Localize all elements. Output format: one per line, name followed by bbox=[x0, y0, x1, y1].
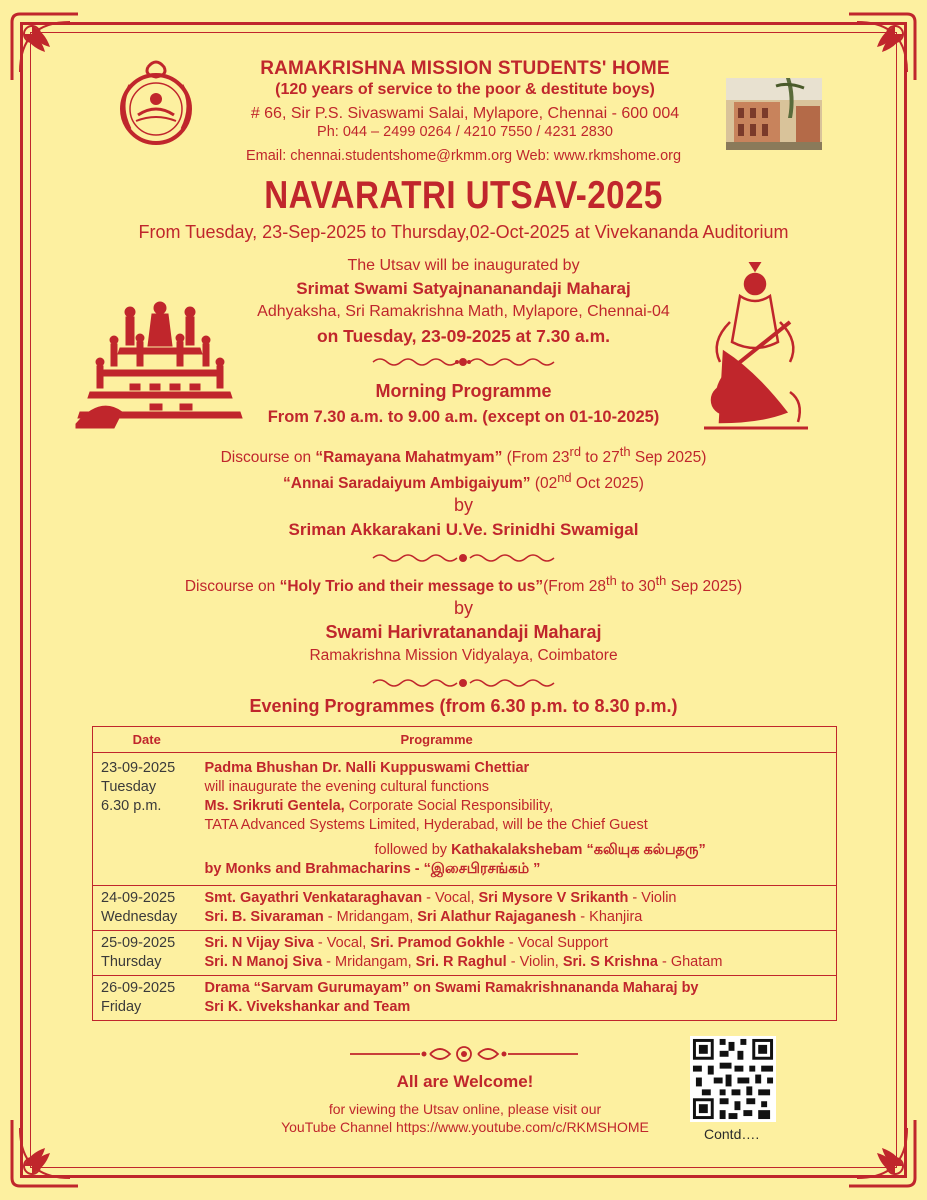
guest-name: Ms. Srikruti Gentela, bbox=[204, 798, 345, 814]
discourse-2-speaker-block bbox=[0, 622, 927, 665]
inauguration-block bbox=[180, 257, 747, 347]
row-time: 6.30 p.m. bbox=[101, 798, 162, 814]
artist-role: - Ghatam bbox=[657, 954, 723, 970]
date-cell bbox=[93, 931, 201, 976]
date-cell bbox=[93, 753, 201, 886]
kathakalakshebam: Kathakalakshebam “கலியுக கல்பதரு” bbox=[451, 842, 706, 858]
artist-role: - Violin, bbox=[506, 954, 563, 970]
column-header-programme: Programme bbox=[201, 727, 837, 753]
discourse-topic-holy-trio: “Holy Trio and their message to us” bbox=[279, 578, 544, 596]
discourse-2-speaker-place: Ramakrishna Mission Vidyalaya, Coimbatore bbox=[309, 647, 618, 664]
table-row bbox=[93, 886, 837, 931]
ornamental-divider-icon bbox=[0, 548, 927, 568]
artist-role: - Mridangam, bbox=[323, 909, 418, 925]
ordinal-suffix: nd bbox=[557, 470, 572, 486]
discourse-range: Sep 2025) bbox=[666, 578, 743, 596]
phone: Ph: 044 – 2499 0264 / 4210 7550 / 4231 2830 bbox=[317, 124, 613, 140]
morning-programme bbox=[180, 381, 747, 427]
table-row bbox=[93, 931, 837, 976]
row-date: 25-09-2025 bbox=[101, 935, 176, 951]
programme-line bbox=[205, 934, 833, 953]
programme-line bbox=[205, 841, 833, 860]
mission-logo-icon bbox=[108, 55, 204, 151]
programme-cell bbox=[201, 753, 837, 886]
programme-line: Drama “Sarvam Gurumayam” on Swami Ramakrishnananda Maharaj by bbox=[204, 980, 699, 996]
row-date: 26-09-2025 bbox=[101, 980, 176, 996]
discourse-topic-ramayana: “Ramayana Mahatmyam” bbox=[315, 449, 503, 467]
row-date: 23-09-2025 bbox=[101, 760, 176, 776]
continued-label: Contd…. bbox=[704, 1126, 760, 1142]
by-label: by bbox=[453, 495, 473, 516]
row-day: Wednesday bbox=[101, 909, 178, 925]
corner-ornament-icon bbox=[847, 12, 917, 82]
row-day: Tuesday bbox=[101, 779, 157, 795]
discourse-2 bbox=[80, 573, 847, 619]
row-day: Friday bbox=[101, 999, 142, 1015]
discourse-range: Sep 2025) bbox=[630, 449, 707, 467]
column-header-date: Date bbox=[93, 727, 201, 753]
discourse-range: Oct 2025) bbox=[571, 475, 644, 493]
programme-line bbox=[205, 908, 833, 927]
artist-role: - Khanjira bbox=[576, 909, 643, 925]
discourse-1-speaker: Sriman Akkarakani U.Ve. Srinidhi Swamigal bbox=[288, 520, 639, 539]
programme-line: Sri K. Vivekshankar and Team bbox=[204, 999, 411, 1015]
ornamental-divider-icon bbox=[0, 673, 927, 693]
event-dates: From Tuesday, 23-Sep-2025 to Thursday,02-Oct-2025 at Vivekananda Auditorium bbox=[138, 222, 789, 242]
page-title: NAVARATRI UTSAV-2025 bbox=[264, 174, 663, 217]
discourse-2-speaker: Swami Harivratanandaji Maharaj bbox=[325, 622, 602, 642]
inaugurator-name: Srimat Swami Satyajnananandaji Maharaj bbox=[296, 279, 631, 298]
discourse-prefix: Discourse on bbox=[184, 578, 280, 596]
qr-code-icon[interactable] bbox=[690, 1036, 776, 1122]
welcome-text: All are Welcome! bbox=[396, 1072, 534, 1091]
artist-role: - Vocal, bbox=[313, 935, 371, 951]
date-cell bbox=[93, 976, 201, 1021]
artist-role: - Vocal, bbox=[422, 890, 479, 906]
artist-role: - Vocal Support bbox=[504, 935, 609, 951]
by-label: by bbox=[453, 598, 473, 619]
programme-line: Padma Bhushan Dr. Nalli Kuppuswami Chettiar bbox=[204, 760, 530, 776]
evening-heading: Evening Programmes (from 6.30 p.m. to 8.30 p.m.) bbox=[249, 696, 678, 716]
discourse-prefix: Discourse on bbox=[220, 449, 316, 467]
row-day: Thursday bbox=[101, 954, 162, 970]
ordinal-suffix: rd bbox=[569, 444, 581, 459]
morning-heading: Morning Programme bbox=[375, 381, 552, 401]
programme-line: will inaugurate the evening cultural functions bbox=[204, 779, 490, 795]
inauguration-time: on Tuesday, 23-09-2025 at 7.30 a.m. bbox=[316, 326, 611, 346]
programme-line bbox=[205, 797, 833, 816]
artist-name: Smt. Gayathri Venkataraghavan bbox=[204, 890, 423, 906]
inaugurator-position: Adhyaksha, Sri Ramakrishna Math, Mylapore, Chennai-04 bbox=[257, 303, 670, 320]
corner-ornament-icon bbox=[10, 12, 80, 82]
table-header-row bbox=[93, 727, 837, 753]
discourse-range: (02 bbox=[530, 475, 558, 493]
ordinal-suffix: th bbox=[655, 573, 667, 588]
discourse-1-line-1 bbox=[90, 444, 837, 467]
programme-cell bbox=[201, 886, 837, 931]
guest-role: Corporate Social Responsibility, bbox=[344, 798, 554, 814]
artist-role: - Violin bbox=[628, 890, 677, 906]
address: # 66, Sir P.S. Sivaswami Salai, Mylapore, Chennai - 600 004 bbox=[250, 105, 680, 122]
header bbox=[200, 58, 730, 140]
email-web-line: Email: chennai.studentshome@rkmm.org Web: www.rkmshome.org bbox=[245, 148, 682, 164]
org-name: RAMAKRISHNA MISSION STUDENTS' HOME bbox=[260, 58, 670, 79]
artist-name: Sri Alathur Rajaganesh bbox=[417, 909, 577, 925]
artist-name: Sri. R Raghul bbox=[415, 954, 507, 970]
row-date: 24-09-2025 bbox=[101, 890, 176, 906]
artist-name: Sri. S Krishna bbox=[562, 954, 658, 970]
discourse-1 bbox=[90, 444, 837, 516]
youtube-info-line-2[interactable]: YouTube Channel https://www.youtube.com/c/RKMSHOME bbox=[281, 1119, 649, 1135]
building-photo-icon bbox=[726, 78, 822, 150]
discourse-range: (From 28 bbox=[543, 578, 607, 596]
artist-name: Sri Mysore V Srikanth bbox=[478, 890, 629, 906]
ornamental-divider-icon bbox=[0, 352, 927, 372]
artist-name: Sri. Pramod Gokhle bbox=[370, 935, 505, 951]
discourse-range: to 30 bbox=[616, 578, 656, 596]
programme-cell bbox=[201, 976, 837, 1021]
ornamental-divider-icon bbox=[0, 1044, 927, 1064]
tagline: (120 years of service to the poor & destitute boys) bbox=[275, 81, 655, 98]
programme-line bbox=[205, 953, 833, 972]
discourse-1-line-2 bbox=[90, 470, 837, 493]
artist-name: Sri. N Vijay Siva bbox=[204, 935, 314, 951]
programme-line: by Monks and Brahmacharins - “இசைபிரசங்கம் ” bbox=[204, 861, 541, 877]
inauguration-intro: The Utsav will be inaugurated by bbox=[347, 257, 580, 274]
youtube-info bbox=[230, 1100, 700, 1136]
programme-cell bbox=[201, 931, 837, 976]
date-cell bbox=[93, 886, 201, 931]
artist-name: Sri. B. Sivaraman bbox=[204, 909, 324, 925]
youtube-info-line-1: for viewing the Utsav online, please visit our bbox=[328, 1101, 602, 1117]
table-row bbox=[93, 976, 837, 1021]
discourse-topic-annai: “Annai Saradaiyum Ambigaiyum” bbox=[283, 475, 531, 493]
discourse-range: (From 23 bbox=[502, 449, 570, 467]
corner-ornament-icon bbox=[10, 1118, 80, 1188]
table-row bbox=[93, 753, 837, 886]
followed-by: followed by bbox=[374, 842, 452, 858]
programme-line: TATA Advanced Systems Limited, Hyderabad, will be the Chief Guest bbox=[204, 817, 648, 833]
morning-time: From 7.30 a.m. to 9.00 a.m. (except on 01-10-2025) bbox=[267, 408, 660, 426]
discourse-range: to 27 bbox=[581, 449, 620, 467]
evening-programme-table bbox=[92, 726, 837, 1021]
artist-role: - Mridangam, bbox=[322, 954, 416, 970]
ordinal-suffix: th bbox=[606, 573, 617, 588]
artist-name: Sri. N Manoj Siva bbox=[204, 954, 323, 970]
programme-line bbox=[205, 889, 833, 908]
ordinal-suffix: th bbox=[619, 444, 631, 459]
corner-ornament-icon bbox=[847, 1118, 917, 1188]
discourse-2-line bbox=[80, 573, 847, 596]
